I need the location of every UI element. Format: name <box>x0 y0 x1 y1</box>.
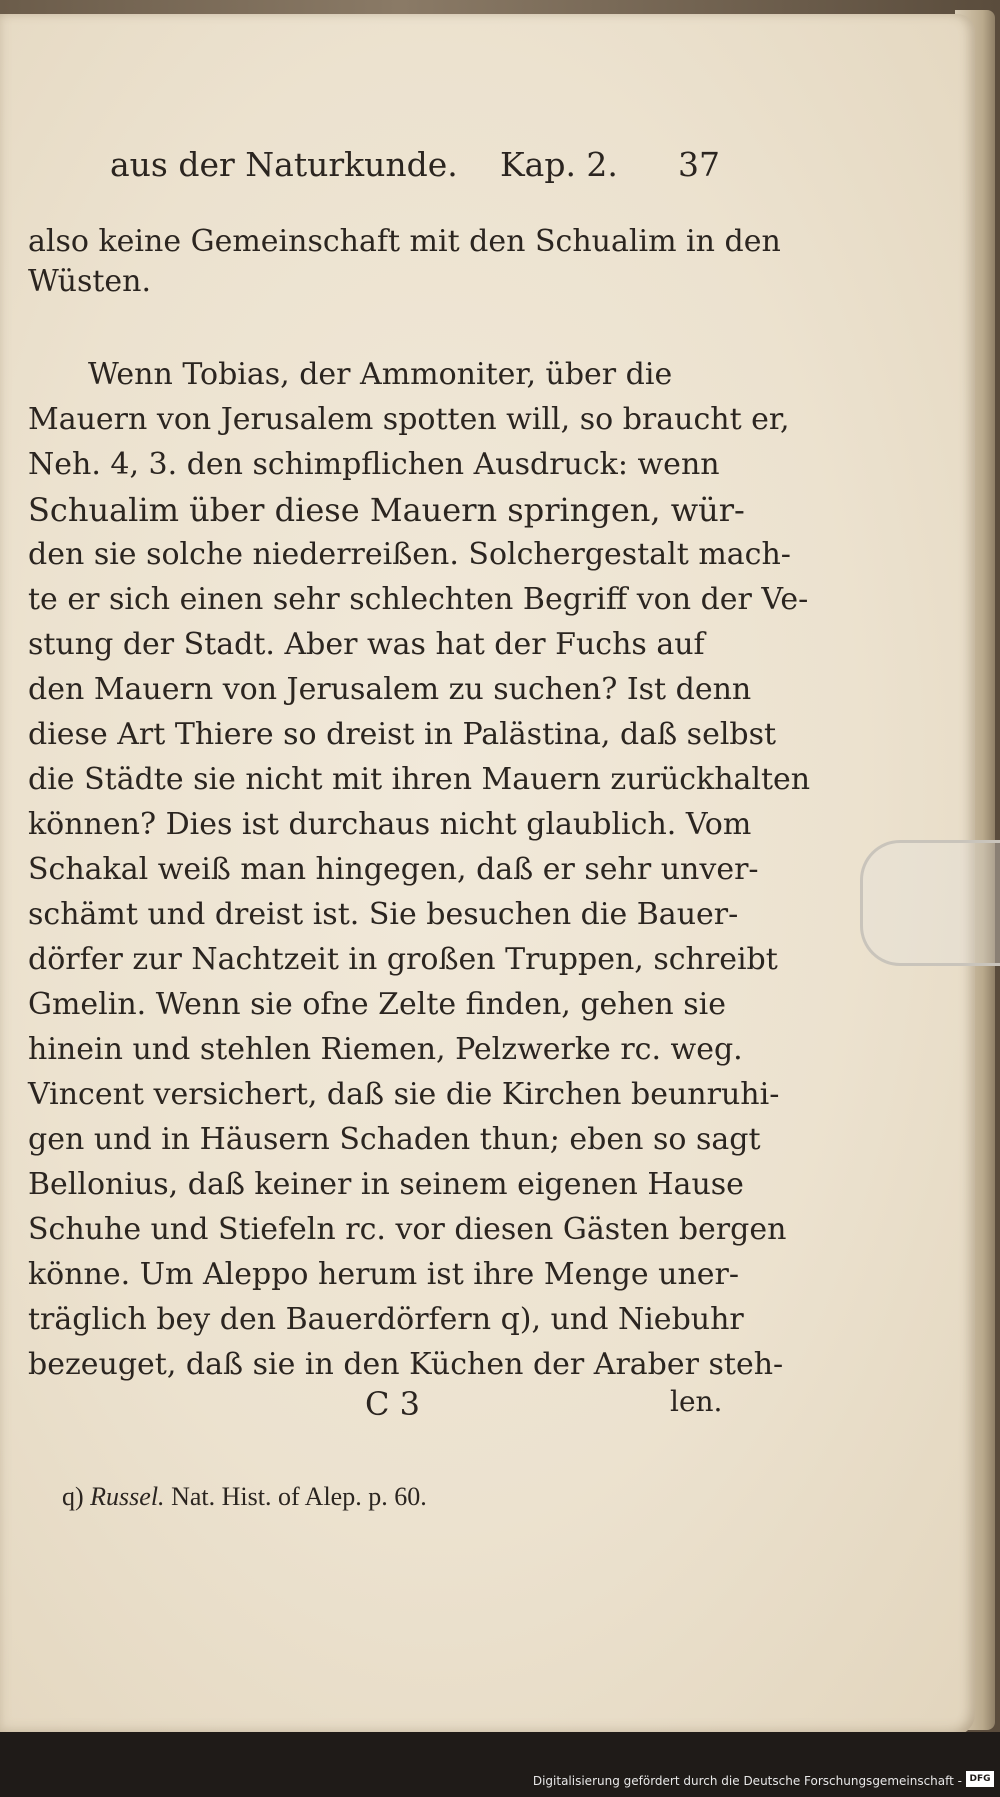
digitization-credit: Digitalisierung gefördert durch die Deutsche Forschungsgemeinschaft - <box>532 1774 962 1788</box>
chapter-label: Kap. 2. <box>500 145 618 184</box>
footnote-text: Nat. Hist. of Alep. p. 60. <box>171 1482 427 1511</box>
running-header <box>110 142 720 188</box>
text-line: gen und in Häusern Schaden thun; eben so sagt <box>28 1122 761 1157</box>
text-line: Vincent versichert, daß sie die Kirchen beunruhi- <box>28 1077 780 1112</box>
text-line: stung der Stadt. Aber was hat der Fuchs auf <box>28 627 705 662</box>
text-line: Neh. 4, 3. den schimpflichen Ausdruck: wenn <box>28 447 720 482</box>
text-line: also keine Gemeinschaft mit den Schualim in den <box>28 224 781 259</box>
text-line: Schuhe und Stiefeln rc. vor diesen Gästen bergen <box>28 1212 787 1247</box>
footnote <box>62 1482 427 1512</box>
text-line: Schualim über diese Mauern springen, wür- <box>28 491 745 529</box>
footnote-marker: q) <box>62 1482 84 1511</box>
text-line: Bellonius, daß keiner in seinem eigenen Hause <box>28 1167 744 1202</box>
text-line: den sie solche niederreißen. Solchergestalt mach- <box>28 537 791 572</box>
text-line: können? Dies ist durchaus nicht glaublich. Vom <box>28 807 752 842</box>
running-title: aus der Naturkunde. <box>110 145 458 184</box>
text-line: den Mauern von Jerusalem zu suchen? Ist denn <box>28 672 752 707</box>
text-line: hinein und stehlen Riemen, Pelzwerke rc. weg. <box>28 1032 743 1067</box>
text-line: Gmelin. Wenn sie ofne Zelte finden, gehen sie <box>28 987 726 1022</box>
footnote-author: Russel. <box>90 1482 165 1511</box>
text-line: Wenn Tobias, der Ammoniter, über die <box>88 357 673 392</box>
signature-mark: C 3 <box>365 1385 421 1423</box>
text-line: Mauern von Jerusalem spotten will, so braucht er, <box>28 402 790 437</box>
text-line: schämt und dreist ist. Sie besuchen die Bauer- <box>28 897 739 932</box>
text-line: te er sich einen sehr schlechten Begriff von der Ve- <box>28 582 809 617</box>
dfg-logo-icon: DFG <box>966 1771 994 1787</box>
text-line: bezeuget, daß sie in den Küchen der Araber steh- <box>28 1347 784 1382</box>
text-line: Wüsten. <box>28 264 152 299</box>
text-line: dörfer zur Nachtzeit in großen Truppen, schreibt <box>28 942 778 977</box>
page-clip <box>860 840 1000 966</box>
text-line: diese Art Thiere so dreist in Palästina, daß selbst <box>28 717 777 752</box>
text-line: Schakal weiß man hingegen, daß er sehr unver- <box>28 852 759 887</box>
text-line: die Städte sie nicht mit ihren Mauern zurückhalten <box>28 762 811 797</box>
page-number: 37 <box>678 145 720 184</box>
text-line: könne. Um Aleppo herum ist ihre Menge uner- <box>28 1257 740 1292</box>
text-line: träglich bey den Bauerdörfern q), und Niebuhr <box>28 1302 744 1337</box>
catchword: len. <box>670 1385 723 1418</box>
